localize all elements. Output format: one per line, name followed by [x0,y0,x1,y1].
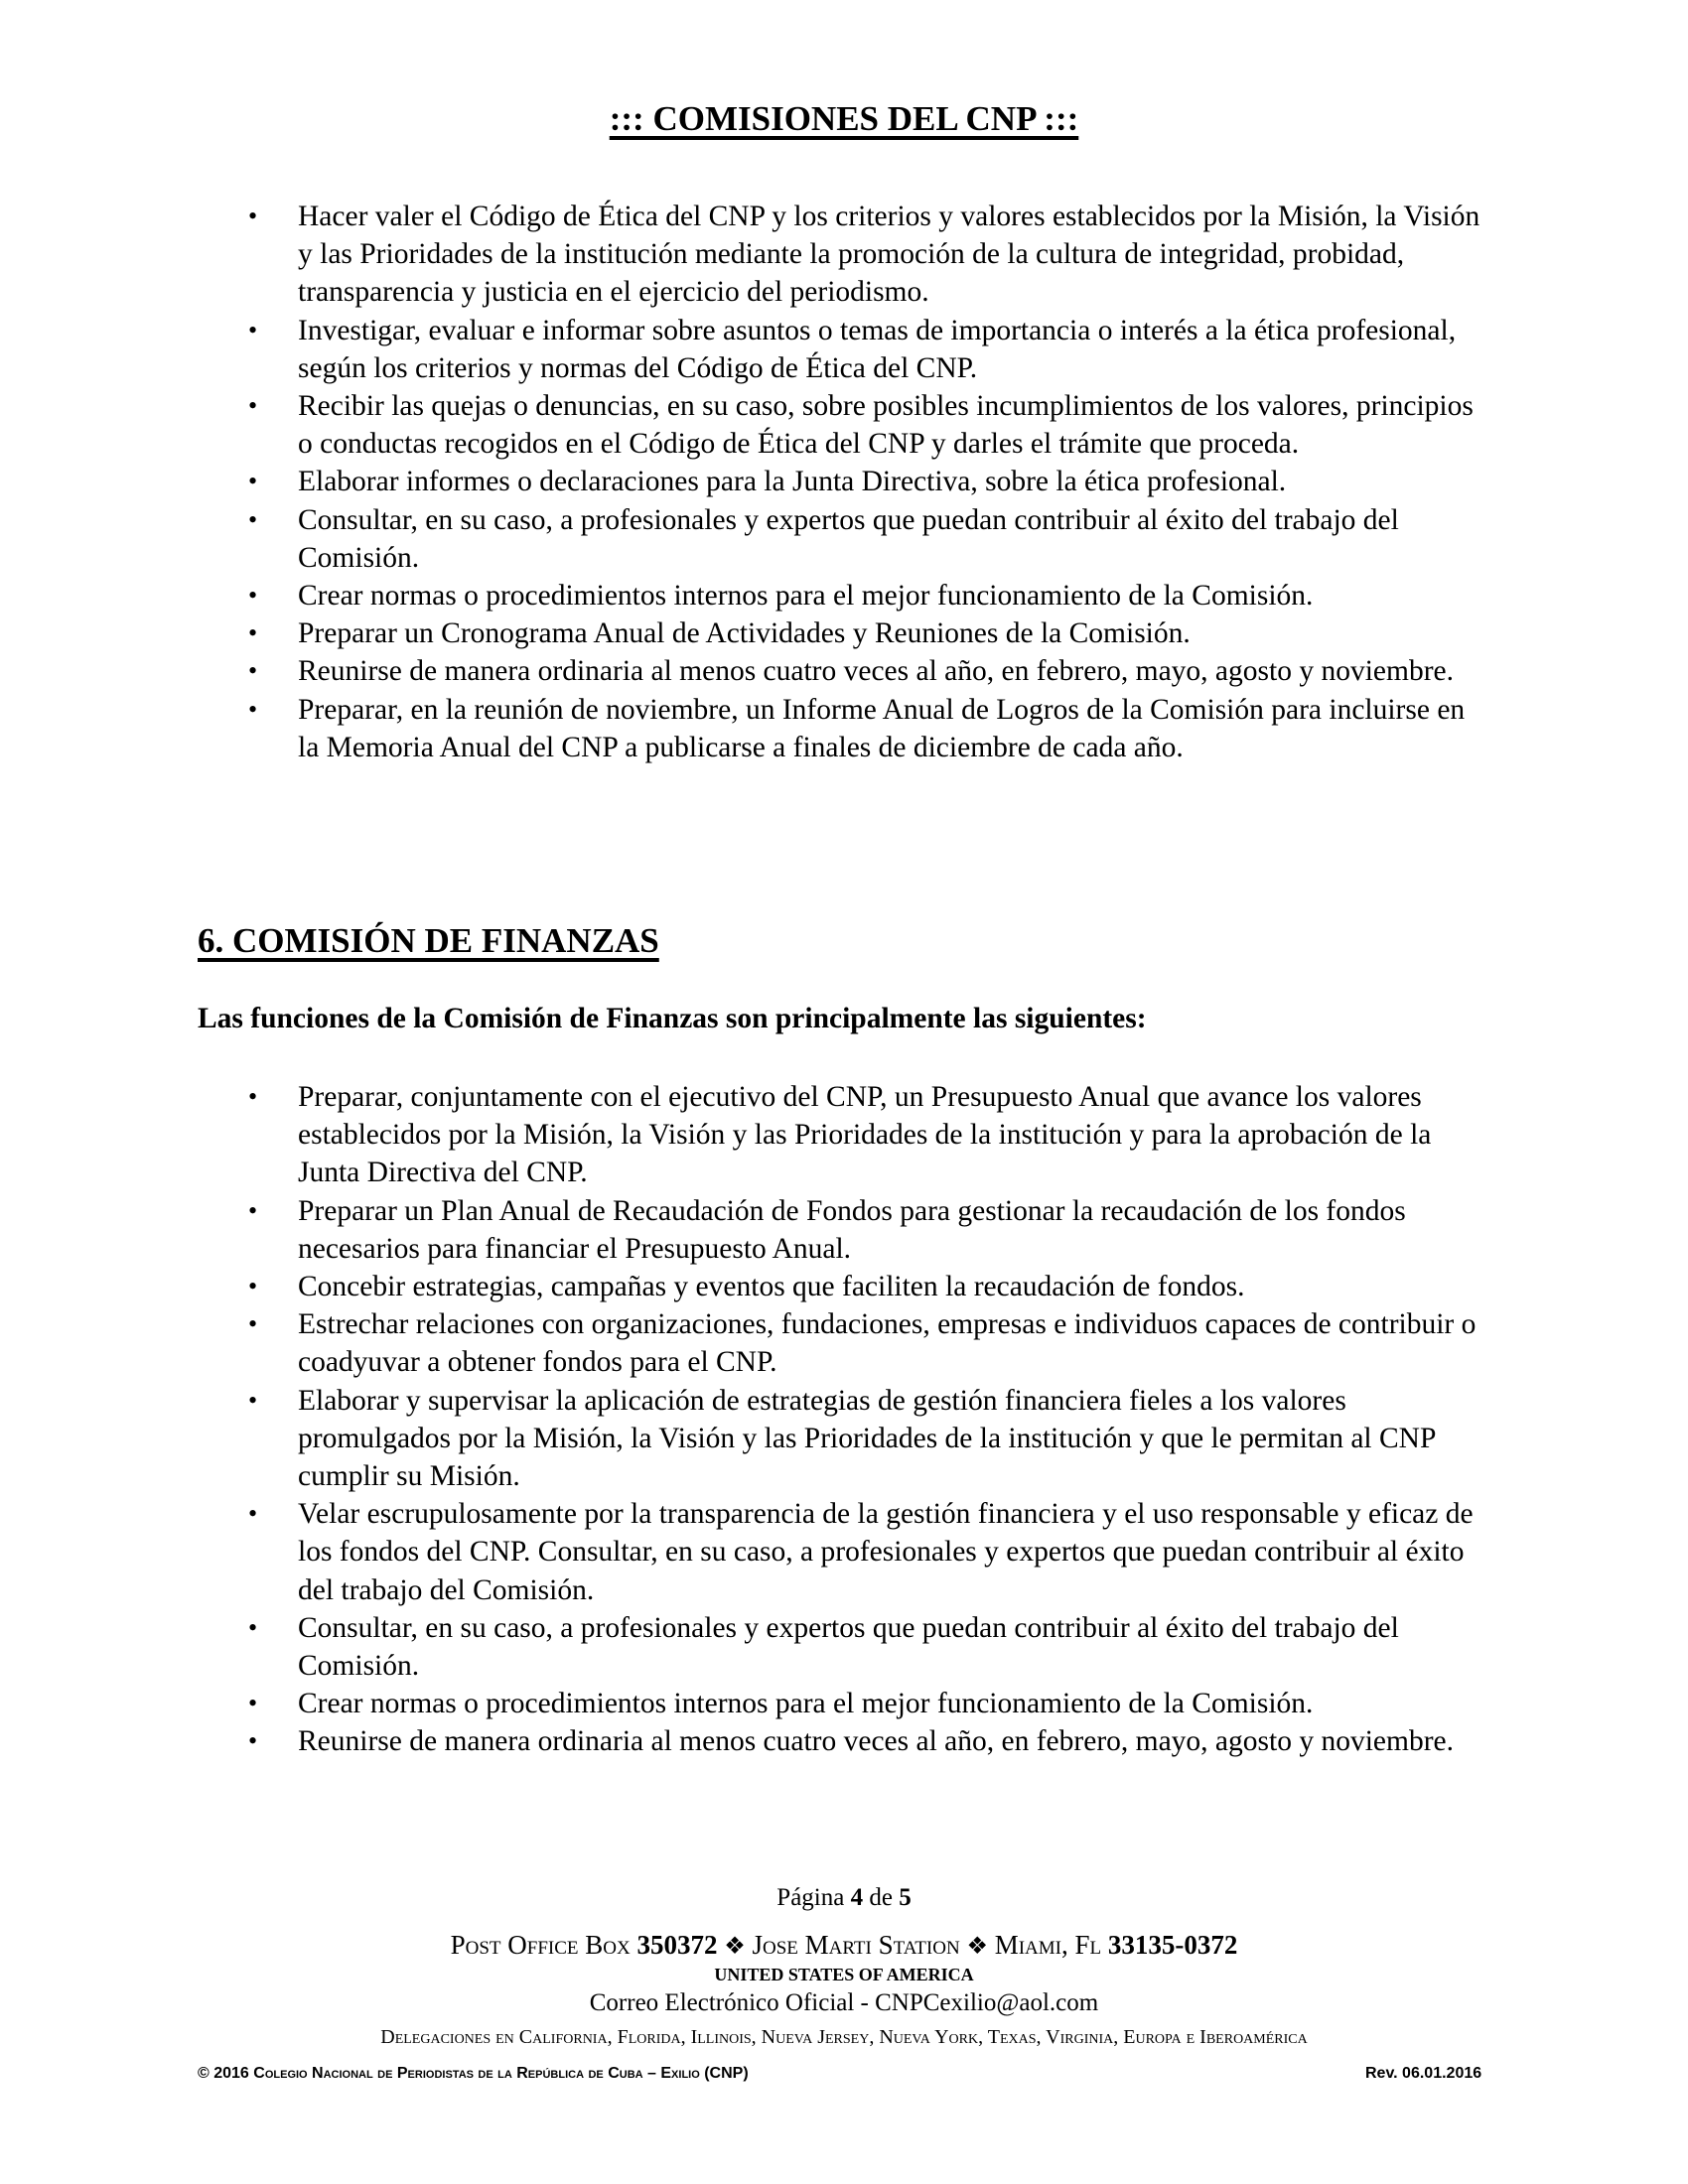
page-label: Página [776,1884,845,1911]
section-intro: Las funciones de la Comisión de Finanzas son principalmente las siguientes: [198,1003,1147,1034]
page-title [0,99,1688,139]
list-item-text: Crear normas o procedimientos internos para el mejor funcionamiento de la Comisión. [298,580,1314,613]
diamond-separator-icon: ❖ [966,1934,988,1960]
list-item [248,387,1489,463]
list-item-text: Velar escrupulosamente por la transparencia de la gestión financiera y el uso responsable y eficaz de los fondos del CNP. Consultar, en su caso, a profesionales y expertos que puedan contribuir al éxito del trabajo del Comisión. [298,1498,1474,1606]
page-number [0,1884,1688,1912]
footer-country: UNITED STATES OF AMERICA [714,1965,974,1984]
bullet-icon: • [248,1309,258,1339]
list-item-text: Concebir estrategias, campañas y eventos que faciliten la recaudación de fondos. [298,1271,1245,1303]
list-item-text: Reunirse de manera ordinaria al menos cuatro veces al año, en febrero, mayo, agosto y noviembre. [298,1725,1454,1758]
bullet-icon: • [248,1689,258,1718]
bullet-icon: • [248,581,258,611]
list-item [248,1685,1489,1722]
footer-email: Correo Electrónico Oficial - CNPCexilio@aol.com [589,1989,1099,2016]
page-of: de [869,1884,893,1911]
page-total: 5 [899,1884,912,1911]
ethics-commission-functions-list [248,198,1489,766]
diamond-separator-icon: ❖ [724,1934,746,1960]
list-item [248,463,1489,500]
list-item [248,312,1489,387]
list-item [248,501,1489,577]
footer-address [0,1930,1688,1961]
list-item-text: Elaborar y supervisar la aplicación de estrategias de gestión financiera fieles a los valores promulgados por la Misión, la Visión y las Prioridades de la institución y que le permitan al CNP cumplir su Misión. [298,1384,1436,1493]
bullet-icon: • [248,1499,258,1529]
list-item [248,1609,1489,1685]
city: Miami, Fl [994,1930,1102,1960]
finance-commission-functions-list [248,1078,1489,1761]
list-item [248,1495,1489,1609]
bullet-icon: • [248,694,258,724]
list-item-text: Crear normas o procedimientos internos para el mejor funcionamiento de la Comisión. [298,1688,1314,1720]
bullet-icon: • [248,315,258,344]
list-item-text: Consultar, en su caso, a profesionales y expertos que puedan contribuir al éxito del trabajo del Comisión. [298,503,1399,574]
list-item-text: Recibir las quejas o denuncias, en su caso, sobre posibles incumplimientos de los valores, principios o conductas recogidos en el Código de Ética del CNP y darles el trámite que proceda. [298,390,1474,461]
list-item-text: Reunirse de manera ordinaria al menos cuatro veces al año, en febrero, mayo, agosto y noviembre. [298,655,1454,688]
list-item [248,1382,1489,1496]
list-item-text: Estrechar relaciones con organizaciones, fundaciones, empresas e individuos capaces de contribuir o coadyuvar a obtener fondos para el CNP. [298,1308,1477,1379]
list-item-text: Hacer valer el Código de Ética del CNP y los criterios y valores establecidos por la Misión, la Visión y las Prioridades de la institución mediante la promoción de la cultura de integridad, probidad, transparencia y justicia en el ejercicio del periodismo. [298,201,1480,309]
footer-copyright: © 2016 Colegio Nacional de Periodistas de la República de Cuba – Exilio (CNP) [198,2065,749,2082]
list-item [248,1268,1489,1305]
list-item-text: Preparar, en la reunión de noviembre, un Informe Anual de Logros de la Comisión para incluirse en la Memoria Anual del CNP a publicarse a finales de diciembre de cada año. [298,693,1466,763]
footer-delegations: Delegaciones en California, Florida, Illinois, Nueva Jersey, Nueva York, Texas, Virginia, Europa e Iberoamérica [380,2026,1308,2048]
list-item [248,198,1489,312]
station: Jose Marti Station [752,1930,960,1960]
list-item-text: Investigar, evaluar e informar sobre asuntos o temas de importancia o interés a la ética profesional, según los criterios y normas del Código de Ética del CNP. [298,314,1457,384]
list-item-text: Consultar, en su caso, a profesionales y expertos que puedan contribuir al éxito del trabajo del Comisión. [298,1611,1399,1683]
footer-revision: Rev. 06.01.2016 [1365,2065,1482,2082]
bullet-icon: • [248,1082,258,1111]
page-title-text: ::: COMISIONES DEL CNP ::: [609,99,1079,138]
bullet-icon: • [248,467,258,496]
bullet-icon: • [248,1385,258,1415]
list-item [248,577,1489,614]
bullet-icon: • [248,504,258,534]
bullet-icon: • [248,1612,258,1642]
bullet-icon: • [248,1726,258,1756]
list-item [248,691,1489,766]
list-item-text: Preparar, conjuntamente con el ejecutivo del CNP, un Presupuesto Anual que avance los valores establecidos por la Misión, la Visión y las Prioridades de la institución y para la aprobación de la Junta Directiva del CNP. [298,1081,1432,1189]
list-item [248,614,1489,652]
bullet-icon: • [248,1195,258,1225]
bullet-icon: • [248,618,258,648]
page-current: 4 [850,1884,864,1911]
list-item [248,1722,1489,1760]
po-box-label: Post Office Box [450,1930,631,1960]
zip: 33135-0372 [1107,1930,1238,1960]
section-heading-text: 6. COMISIÓN DE FINANZAS [198,921,659,960]
section-heading [198,921,659,961]
po-box-number: 350372 [636,1930,718,1960]
bullet-icon: • [248,202,258,230]
bullet-icon: • [248,391,258,421]
list-item [248,1192,1489,1268]
bullet-icon: • [248,656,258,686]
list-item [248,1305,1489,1381]
bullet-icon: • [248,1272,258,1301]
list-item [248,652,1489,690]
list-item-text: Elaborar informes o declaraciones para la Junta Directiva, sobre la ética profesional. [298,466,1287,498]
list-item-text: Preparar un Plan Anual de Recaudación de Fondos para gestionar la recaudación de los fondos necesarios para financiar el Presupuesto Anual. [298,1194,1406,1265]
list-item-text: Preparar un Cronograma Anual de Actividades y Reuniones de la Comisión. [298,617,1191,650]
list-item [248,1078,1489,1192]
